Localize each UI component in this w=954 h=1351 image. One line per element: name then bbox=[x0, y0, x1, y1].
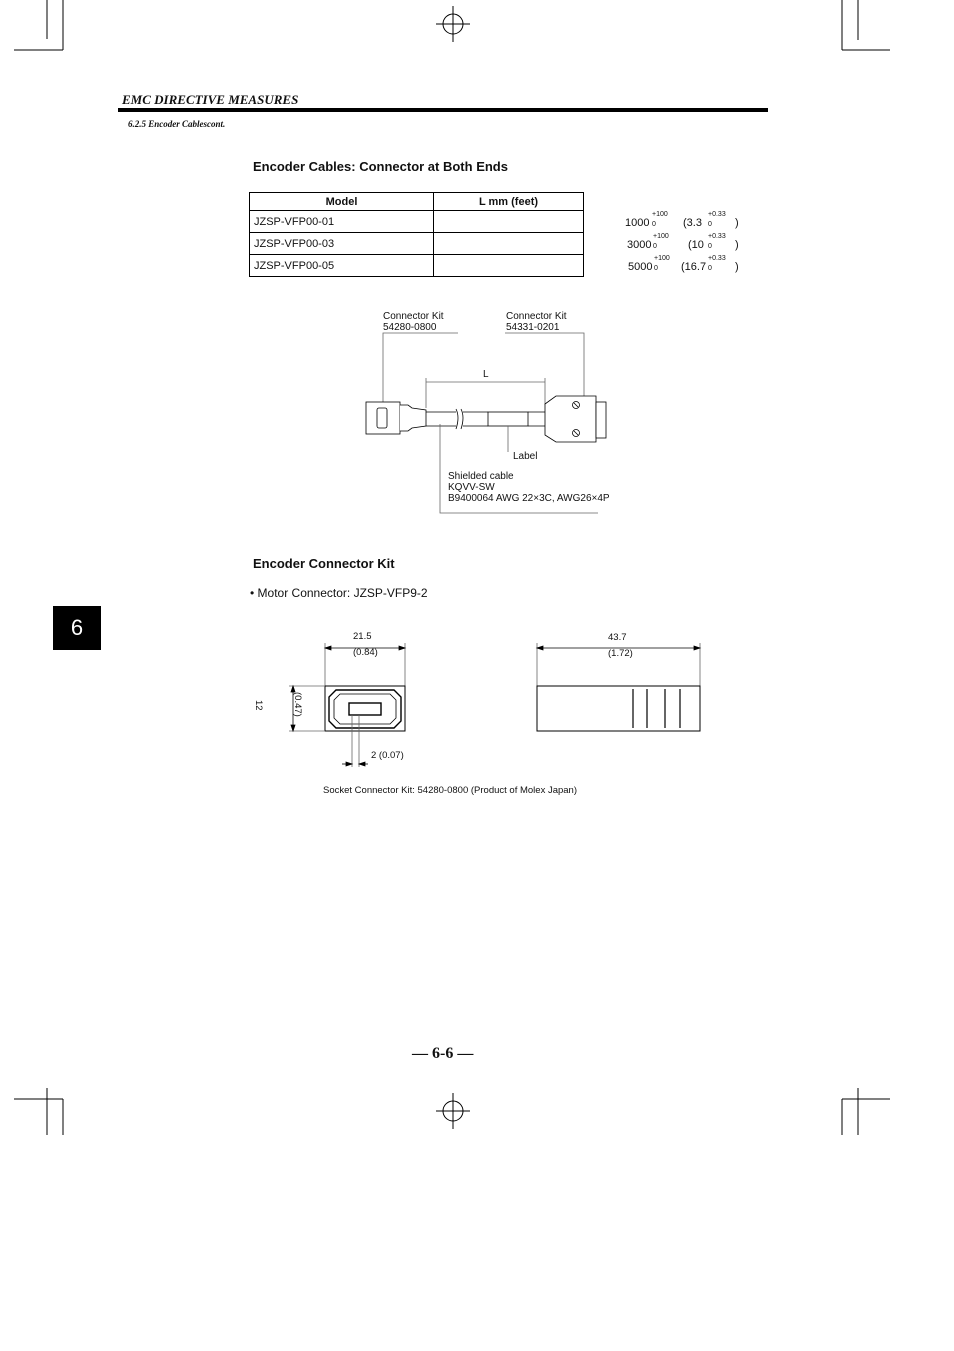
length-feet: (16.7 bbox=[681, 261, 707, 273]
mm-tolerance-up: +100 bbox=[653, 233, 669, 240]
mm-tolerance-up: +100 bbox=[654, 255, 670, 262]
width-mm: 21.5 bbox=[353, 631, 372, 642]
kit-left-part: 54280-0800 bbox=[383, 322, 437, 333]
length-mm: 3000 bbox=[627, 239, 652, 251]
mm-tolerance-up: +100 bbox=[652, 211, 668, 218]
close-paren: ) bbox=[735, 261, 739, 273]
length-feet: (10 bbox=[688, 239, 704, 251]
chapter-tab: 6 bbox=[53, 606, 101, 650]
length-mm: 1000 bbox=[625, 217, 650, 229]
kit-right-title: Connector Kit bbox=[506, 311, 567, 322]
pin-dimension: 2 (0.07) bbox=[371, 750, 404, 761]
subsection-title: 6.2.5 Encoder Cablescont. bbox=[128, 119, 226, 129]
page-number: — 6-6 — bbox=[412, 1045, 474, 1062]
shield-line-1: Shielded cable bbox=[448, 471, 514, 482]
mm-tolerance-down: 0 bbox=[653, 243, 657, 250]
shield-line-2: KQVV-SW bbox=[448, 482, 495, 493]
mm-tolerance-down: 0 bbox=[652, 221, 656, 228]
model-cell: JZSP-VFP00-03 bbox=[250, 233, 434, 255]
ft-tolerance-up: +0.33 bbox=[708, 211, 726, 218]
column-header-length: L mm (feet) bbox=[434, 193, 584, 211]
width-in: (0.84) bbox=[353, 647, 378, 658]
close-paren: ) bbox=[735, 239, 739, 251]
ft-tolerance-down: 0 bbox=[708, 243, 712, 250]
height-in: (0.47) bbox=[292, 692, 303, 717]
height-in-dimension bbox=[292, 692, 303, 717]
ft-tolerance-down: 0 bbox=[708, 221, 712, 228]
column-header-model: Model bbox=[250, 193, 434, 211]
mm-tolerance-down: 0 bbox=[654, 265, 658, 272]
ft-tolerance-up: +0.33 bbox=[708, 255, 726, 262]
label-tag: Label bbox=[513, 451, 538, 462]
length-in: (1.72) bbox=[608, 648, 633, 659]
length-mm: 5000 bbox=[628, 261, 653, 273]
model-cell: JZSP-VFP00-01 bbox=[250, 211, 434, 233]
height-dimension bbox=[253, 700, 264, 711]
length-mm: 43.7 bbox=[608, 632, 627, 643]
kit-left-title: Connector Kit bbox=[383, 311, 444, 322]
cables-heading: Encoder Cables: Connector at Both Ends bbox=[253, 159, 508, 174]
ft-tolerance-up: +0.33 bbox=[708, 233, 726, 240]
shield-line-3: B9400064 AWG 22×3C, AWG26×4P bbox=[448, 493, 610, 504]
height-mm: 12 bbox=[253, 700, 264, 711]
connector-kit-heading: Encoder Connector Kit bbox=[253, 556, 395, 571]
section-title: EMC DIRECTIVE MEASURES bbox=[122, 92, 299, 107]
socket-kit-caption: Socket Connector Kit: 54280-0800 (Product of Molex Japan) bbox=[323, 785, 578, 796]
close-paren: ) bbox=[735, 217, 739, 229]
length-label: L bbox=[483, 369, 489, 380]
motor-connector-bullet: • Motor Connector: JZSP-VFP9-2 bbox=[250, 586, 428, 600]
kit-right-part: 54331-0201 bbox=[506, 322, 560, 333]
model-cell: JZSP-VFP00-05 bbox=[250, 255, 434, 277]
length-feet: (3.3 bbox=[683, 217, 702, 229]
ft-tolerance-down: 0 bbox=[708, 265, 712, 272]
